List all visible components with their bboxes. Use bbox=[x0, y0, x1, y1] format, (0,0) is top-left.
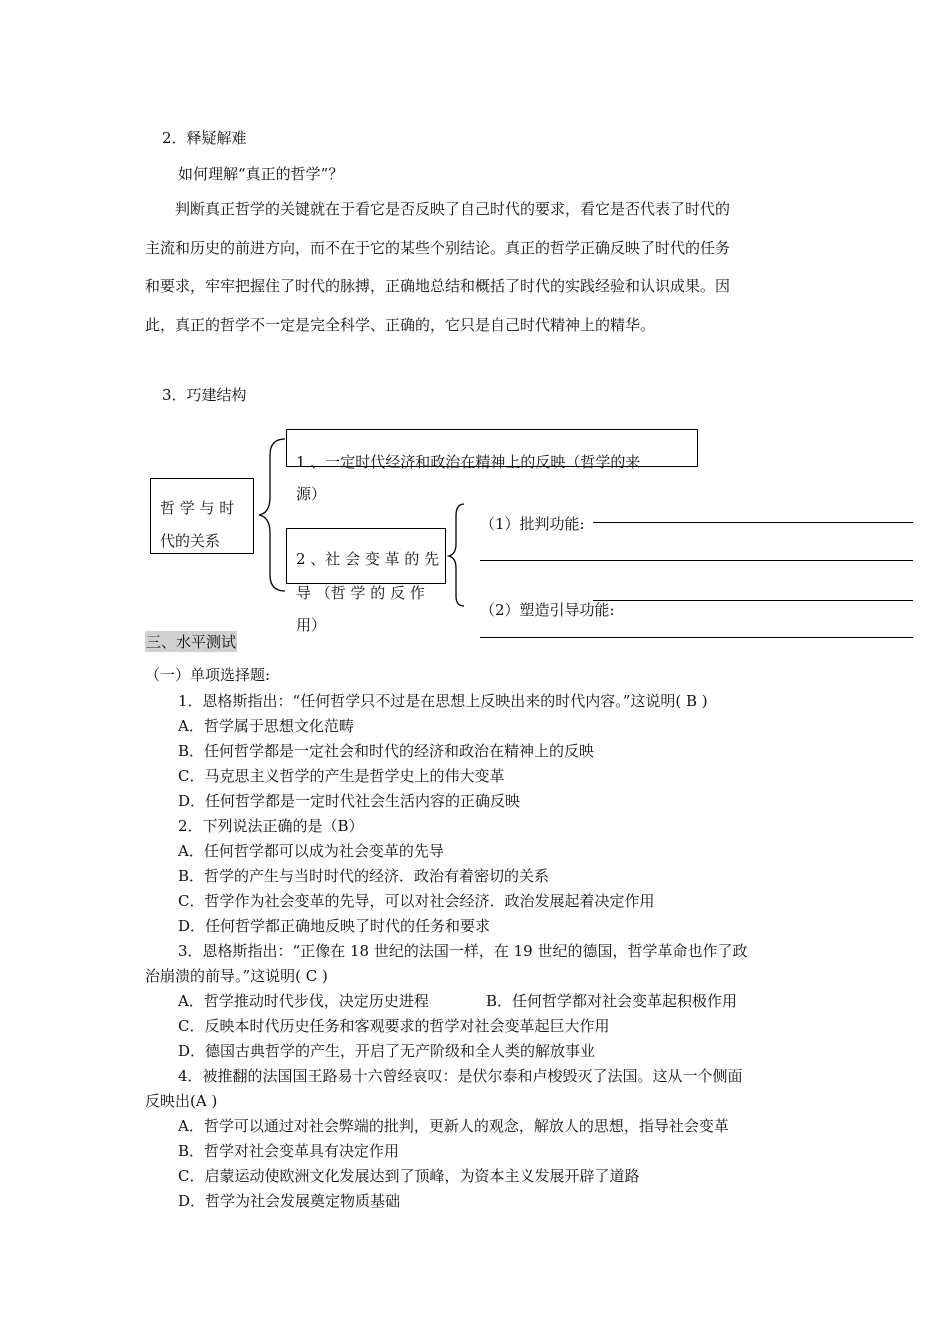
question-stem: 2．下列说法正确的是（B） bbox=[178, 817, 364, 835]
option-c: C．反映本时代历史任务和客观要求的哲学对社会变革起巨大作用 bbox=[178, 1017, 610, 1035]
option-b: B．任何哲学都对社会变革起积极作用 bbox=[486, 992, 738, 1010]
explanation-line: 此，真正的哲学不一定是完全科学、正确的，它只是自己时代精神上的精华。 bbox=[145, 315, 656, 334]
answer-line[interactable] bbox=[480, 560, 913, 561]
answer-line[interactable] bbox=[593, 600, 913, 601]
option-b: B．哲学对社会变革具有决定作用 bbox=[178, 1142, 400, 1160]
question-stem-line1: 3．恩格斯指出：“正像在 18 世纪的法国一样，在 19 世纪的德国，哲学革命也作了政 bbox=[178, 942, 748, 960]
branch1-label-line2: 源） bbox=[296, 485, 327, 503]
answer-line[interactable] bbox=[593, 522, 913, 523]
option-d: D．任何哲学都正确地反映了时代的任务和要求 bbox=[178, 917, 491, 935]
section-2-explanation bbox=[145, 190, 813, 344]
option-b: B．哲学的产生与当时时代的经济．政治有着密切的关系 bbox=[178, 867, 550, 885]
option-d: D．任何哲学都是一定时代社会生活内容的正确反映 bbox=[178, 792, 521, 810]
option-b: B．任何哲学都是一定社会和时代的经济和政治在精神上的反映 bbox=[178, 742, 595, 760]
option-a: A．哲学可以通过对社会弊端的批判，更新人的观念，解放人的思想，指导社会变革 bbox=[178, 1117, 729, 1135]
option-a: A．哲学推动时代步伐，决定历史进程 bbox=[178, 992, 429, 1010]
branch2-label-line2: 导 （哲 学 的 反 作 bbox=[296, 584, 425, 602]
branch1-label-line1: 1 、一定时代经济和政治在精神上的反映（哲学的来 bbox=[296, 453, 641, 471]
option-c: C．哲学作为社会变革的先导，可以对社会经济．政治发展起着决定作用 bbox=[178, 892, 655, 910]
branch2-label-line3: 用） bbox=[296, 616, 327, 634]
option-a: A．任何哲学都可以成为社会变革的先导 bbox=[178, 842, 444, 860]
option-a: A．哲学属于思想文化范畴 bbox=[178, 717, 354, 735]
question-stem-line1: 4．被推翻的法国国王路易十六曾经哀叹：是伏尔泰和卢梭毁灭了法国。这从一个侧面 bbox=[178, 1067, 743, 1085]
section-3-heading: 3．巧建结构 bbox=[162, 386, 247, 404]
root-label-line2: 代的关系 bbox=[160, 532, 221, 550]
test-subheading: （一）单项选择题: bbox=[145, 666, 271, 684]
sub2-label: （2）塑造引导功能: bbox=[480, 601, 615, 619]
option-c: C．马克思主义哲学的产生是哲学史上的伟大变革 bbox=[178, 767, 505, 785]
sub1-label: （1）批判功能: bbox=[480, 515, 585, 533]
root-label-line1: 哲 学 与 时 bbox=[160, 499, 235, 517]
option-d: D．德国古典哲学的产生，开启了无产阶级和全人类的解放事业 bbox=[178, 1042, 596, 1060]
question-stem: 1．恩格斯指出：“任何哲学只不过是在思想上反映出来的时代内容。”这说明( B ) bbox=[178, 692, 708, 710]
explanation-line: 判断真正哲学的关键就在于看它是否反映了自己时代的要求，看它是否代表了时代的 bbox=[175, 200, 731, 218]
option-d: D．哲学为社会发展奠定物质基础 bbox=[178, 1192, 401, 1210]
question-stem-line2: 治崩溃的前导。”这说明( C ) bbox=[145, 967, 328, 985]
explanation-line: 主流和历史的前进方向，而不在于它的某些个别结论。真正的哲学正确反映了时代的任务 bbox=[145, 238, 731, 257]
question-stem-line2: 反映出(A ) bbox=[145, 1092, 218, 1110]
option-c: C．启蒙运动使欧洲文化发展达到了顶峰，为资本主义发展开辟了道路 bbox=[178, 1167, 640, 1185]
section-2-heading: 2．释疑解难 bbox=[162, 129, 247, 147]
explanation-line: 和要求，牢牢把握住了时代的脉搏，正确地总结和概括了时代的实践经验和认识成果。因 bbox=[145, 277, 731, 295]
test-heading: 三、水平测试 bbox=[146, 633, 237, 651]
branch2-label-line1: 2 、社 会 变 革 的 先 bbox=[296, 550, 440, 568]
section-2-question: 如何理解“真正的哲学”？ bbox=[178, 165, 344, 183]
answer-line[interactable] bbox=[480, 637, 913, 638]
sub-brace bbox=[446, 500, 470, 610]
